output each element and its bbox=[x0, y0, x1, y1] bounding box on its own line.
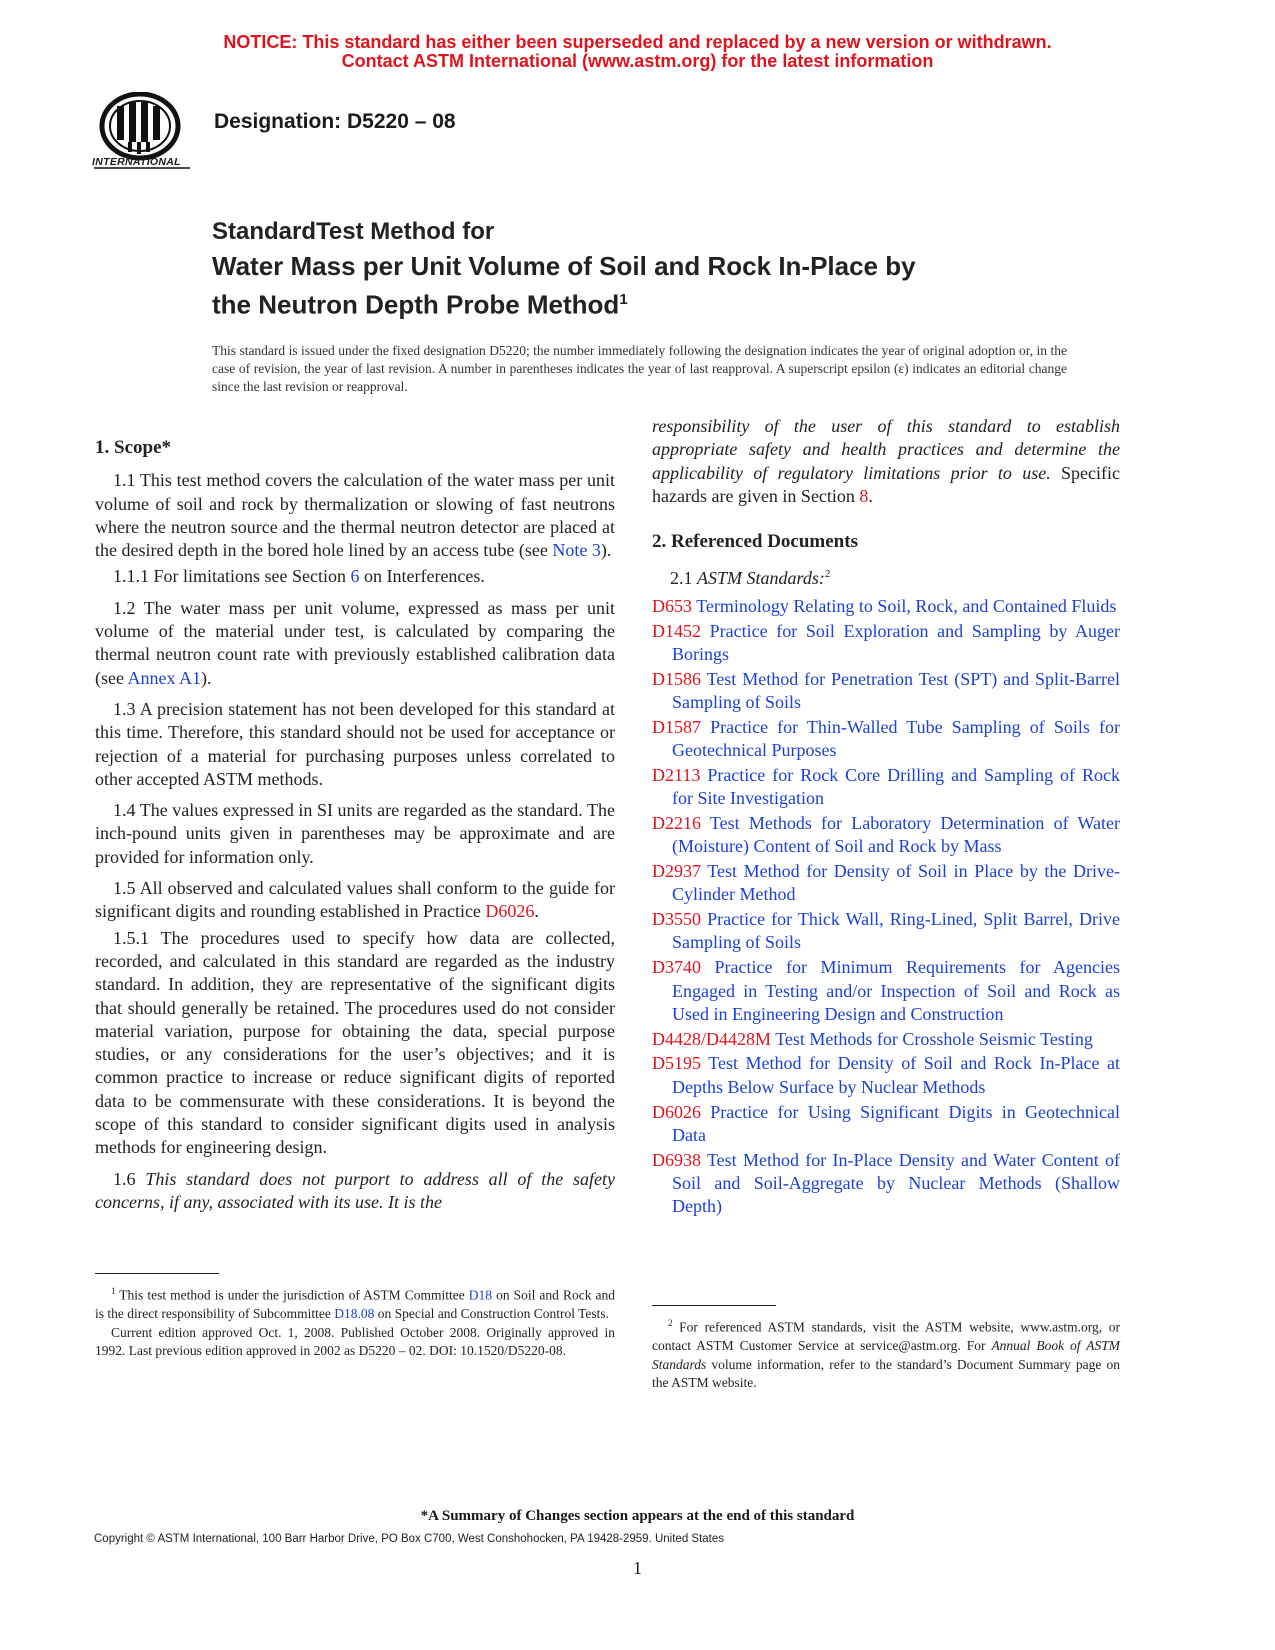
scope-1-4: 1.4 The values expressed in SI units are regarded as the standard. The inch-pound units given in parentheses may be approximate and are provided for information only. bbox=[95, 800, 615, 867]
reference-code-link[interactable]: D5195 bbox=[652, 1053, 701, 1074]
scope-1-3: 1.3 A precision statement has not been developed for this standard at this time. Therefore, this standard should not be used for acceptance or rejection of a material for purchasing purposes unless correlated to other accepted ASTM methods. bbox=[95, 698, 615, 789]
notice-line-2: Contact ASTM International (www.astm.org) for the latest information bbox=[341, 51, 934, 71]
reference-list bbox=[652, 595, 1120, 1219]
reference-code-link[interactable]: D2937 bbox=[652, 861, 701, 882]
reference-code-link[interactable]: D653 bbox=[652, 595, 692, 616]
reference-title-link[interactable]: Test Methods for Crosshole Seismic Testing bbox=[771, 1028, 1093, 1049]
title-line-1: StandardTest Method for bbox=[212, 218, 495, 245]
reference-item bbox=[652, 860, 1120, 907]
reference-code-link[interactable]: D1587 bbox=[652, 716, 701, 737]
reference-item bbox=[652, 1149, 1120, 1219]
withdrawn-notice bbox=[0, 33, 1275, 71]
reference-item bbox=[652, 716, 1120, 763]
reference-code-link[interactable]: D3740 bbox=[652, 957, 701, 978]
d18-link[interactable]: D18 bbox=[468, 1287, 493, 1303]
issued-note: This standard is issued under the fixed designation D5220; the number immediately following the designation indicates the year of original adoption or, in the case of revision, the year of last revision. A number in parentheses indicates the year of last reapproval. A superscript epsilon (ε) indicates an editorial change since the last revision or reapproval. bbox=[212, 343, 1067, 394]
reference-title-link[interactable]: Test Method for Penetration Test (SPT) and Split-Barrel Sampling of Soils bbox=[672, 668, 1120, 712]
note-3-link[interactable]: Note 3 bbox=[552, 540, 601, 561]
title-line-2: Water Mass per Unit Volume of Soil and Rock In-Place by bbox=[212, 251, 916, 281]
notice-line-1: NOTICE: This standard has either been superseded and replaced by a new version or withdrawn. bbox=[223, 32, 1052, 52]
copyright: Copyright © ASTM International, 100 Barr Harbor Drive, PO Box C700, West Conshohocken, PA 19428-2959. United States bbox=[94, 1533, 725, 1545]
page-number: 1 bbox=[633, 1558, 642, 1578]
footnote-rule-left bbox=[95, 1273, 219, 1274]
reference-item bbox=[652, 595, 1120, 618]
section-8-link[interactable]: 8 bbox=[859, 485, 869, 506]
title-footnote-mark: 1 bbox=[619, 291, 628, 308]
reference-code-link[interactable]: D6938 bbox=[652, 1149, 701, 1170]
right-column bbox=[652, 415, 1120, 1220]
footnote-1 bbox=[95, 1282, 615, 1361]
document-title bbox=[212, 215, 916, 322]
reference-title-link[interactable]: Test Method for In-Place Density and Water Content of Soil and Soil-Aggregate by Nuclear Methods (Shallow Depth) bbox=[672, 1149, 1120, 1217]
referenced-heading: 2. Referenced Documents bbox=[652, 531, 858, 553]
reference-code-link[interactable]: D6026 bbox=[652, 1101, 701, 1122]
scope-1-1: 1.1 This test method covers the calculation of the water mass per unit volume of soil and rock by thermalization or slowing of fast neutrons where the neutron source and the thermal neutron detector are placed at the desired depth in the bored hole lined by an access tube (see Note 3). bbox=[95, 470, 615, 561]
reference-item bbox=[652, 908, 1120, 955]
reference-code-link[interactable]: D4428/D4428M bbox=[652, 1028, 772, 1049]
footnote-1-para-1: $^1$ This test method is under the jurisdiction of ASTM Committee D18 on Soil and Rock and is the direct responsibility of Subcommittee D18.08 on Special and Construction Control Tests. bbox=[95, 1286, 615, 1321]
reference-code-link[interactable]: D2113 bbox=[652, 764, 701, 785]
reference-item bbox=[652, 1028, 1120, 1051]
astm-logo bbox=[92, 92, 202, 178]
footnote-1-para-2: Current edition approved Oct. 1, 2008. Published October 2008. Originally approved in 1992. Last previous edition approved in 2002 as D5220 – 02. DOI: 10.1520/D5220-08. bbox=[95, 1324, 615, 1358]
reference-code-link[interactable]: D2216 bbox=[652, 812, 701, 833]
scope-1-6-continued: responsibility of the user of this standard to establish appropriate safety and health practices and determine the applicability of regulatory limitations prior to use. Specific hazards are given in Section 8. bbox=[652, 416, 1120, 506]
scope-heading: 1. Scope* bbox=[95, 437, 171, 458]
reference-title-link[interactable]: Practice for Rock Core Drilling and Sampling of Rock for Site Investigation bbox=[672, 764, 1120, 809]
reference-title-link[interactable]: Terminology Relating to Soil, Rock, and Contained Fluids bbox=[692, 595, 1117, 616]
reference-item bbox=[652, 1052, 1120, 1099]
reference-item bbox=[652, 812, 1120, 859]
d18-08-link[interactable]: D18.08 bbox=[334, 1306, 375, 1321]
footnote-rule-right bbox=[652, 1305, 776, 1306]
scope-1-5: 1.5 All observed and calculated values shall conform to the guide for significant digits and rounding established in Practice D6026. bbox=[95, 878, 615, 922]
designation: Designation: D5220 – 08 bbox=[214, 110, 456, 133]
footnote-2: $^2$ For referenced ASTM standards, visit the ASTM website, www.astm.org, or contact ASTM Customer Service at service@astm.org. For Annual Book of ASTM Standards volume information, refer to the standard’s Document Summary page on the ASTM website. bbox=[652, 1318, 1120, 1390]
scope-1-2: 1.2 The water mass per unit volume, expressed as mass per unit volume of the material under test, is calculated by comparing the thermal neutron count rate with previously established calibration data (see Annex A1). bbox=[95, 597, 615, 688]
d6026-link[interactable]: D6026 bbox=[485, 901, 535, 922]
reference-item bbox=[652, 764, 1120, 811]
astm-standards-subheading: 2.1 ASTM Standards:$^2$ bbox=[670, 568, 831, 589]
scope-1-6: 1.6 This standard does not purport to address all of the safety concerns, if any, associated with its use. It is the bbox=[95, 1168, 616, 1212]
annex-a1-link[interactable]: Annex A1 bbox=[127, 667, 201, 688]
reference-title-link[interactable]: Practice for Minimum Requirements for Agencies Engaged in Testing and/or Inspection of Soil and Rock as Used in Engineering Design and Construction bbox=[672, 957, 1120, 1024]
reference-title-link[interactable]: Test Method for Density of Soil and Rock In-Place at Depths Below Surface by Nuclear Methods bbox=[672, 1053, 1120, 1097]
summary-of-changes-note: *A Summary of Changes section appears at the end of this standard bbox=[420, 1508, 855, 1524]
reference-item bbox=[652, 956, 1120, 1026]
left-column bbox=[95, 436, 615, 1222]
reference-item bbox=[652, 668, 1120, 715]
scope-1-5-1: 1.5.1 The procedures used to specify how data are collected, recorded, and calculated in this standard are regarded as the industry standard. In addition, they are representative of the significant digits that should generally be retained. The procedures used do not consider material variation, purpose for obtaining the data, special purpose studies, or any considerations for the user’s objectives; and it is common practice to increase or reduce significant digits of reported data to be commensurate with these considerations. It is beyond the scope of this standard to consider significant digits used in analysis methods for engineering design. bbox=[95, 927, 615, 1158]
reference-item bbox=[652, 1101, 1120, 1148]
reference-title-link[interactable]: Practice for Thick Wall, Ring-Lined, Split Barrel, Drive Sampling of Soils bbox=[672, 909, 1120, 953]
reference-code-link[interactable]: D1586 bbox=[652, 668, 701, 689]
reference-title-link[interactable]: Practice for Thin-Walled Tube Sampling of Soils for Geotechnical Purposes bbox=[672, 716, 1120, 761]
reference-title-link[interactable]: Practice for Soil Exploration and Sampling by Auger Borings bbox=[672, 620, 1120, 664]
section-6-link[interactable]: 6 bbox=[350, 566, 360, 587]
reference-title-link[interactable]: Test Methods for Laboratory Determination of Water (Moisture) Content of Soil and Rock by Mass bbox=[672, 812, 1120, 857]
reference-item bbox=[652, 620, 1120, 667]
reference-code-link[interactable]: D1452 bbox=[652, 620, 701, 641]
reference-title-link[interactable]: Practice for Using Significant Digits in Geotechnical Data bbox=[672, 1101, 1120, 1145]
reference-code-link[interactable]: D3550 bbox=[652, 909, 701, 930]
reference-title-link[interactable]: Test Method for Density of Soil in Place by the Drive-Cylinder Method bbox=[672, 861, 1120, 905]
title-line-3: the Neutron Depth Probe Method bbox=[212, 289, 620, 320]
scope-1-1-1: 1.1.1 For limitations see Section 6 on Interferences. bbox=[113, 566, 485, 587]
logo-wordmark: INTERNATIONAL bbox=[92, 156, 181, 168]
